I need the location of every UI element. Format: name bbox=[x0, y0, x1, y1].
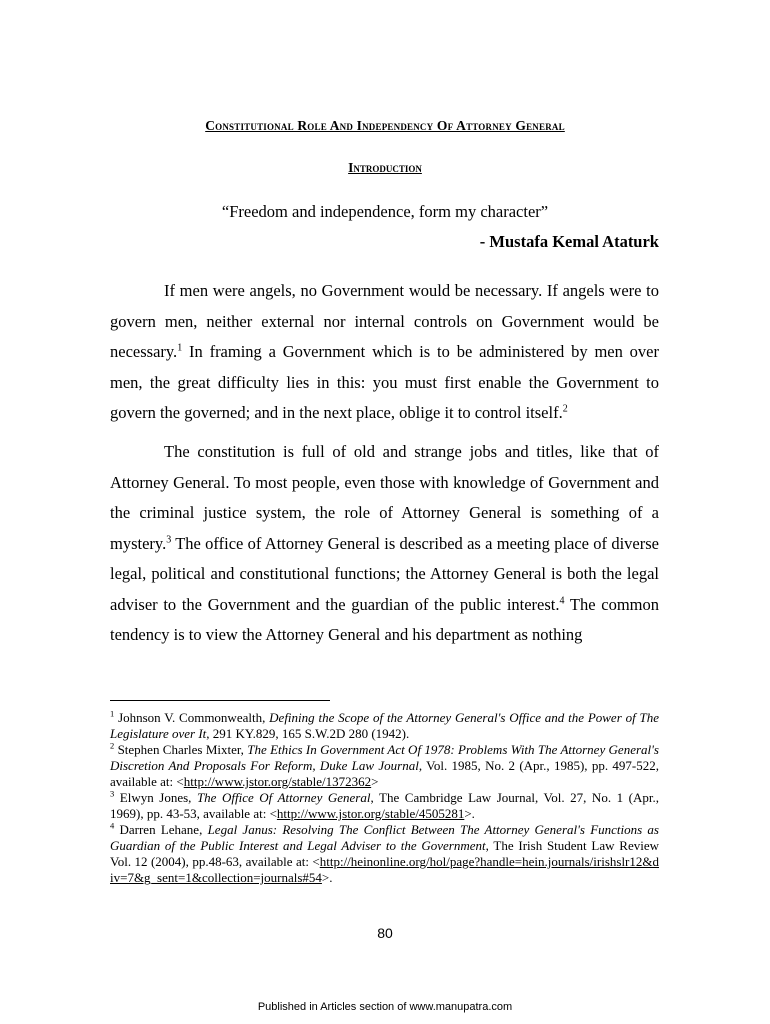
epigraph-attribution: - Mustafa Kemal Ataturk bbox=[479, 232, 659, 251]
footnote-text: Elwyn Jones, bbox=[114, 790, 197, 805]
footnote-text: , The Irish Student Law Review Vol. 12 (2004), pp.48-63, available at: < bbox=[110, 838, 659, 869]
footnote-citation-title: The Office Of Attorney General bbox=[196, 790, 371, 805]
footnote-text: >. bbox=[464, 806, 475, 821]
footnote-ref-4[interactable]: 4 bbox=[559, 595, 565, 606]
body-paragraph-1 bbox=[110, 276, 659, 429]
footnote-4 bbox=[110, 822, 659, 886]
footnotes bbox=[110, 710, 659, 886]
footnote-divider bbox=[110, 700, 330, 701]
footnote-2 bbox=[110, 742, 659, 790]
footnote-number: 1 bbox=[110, 708, 115, 719]
footnote-number: 4 bbox=[110, 820, 115, 831]
page-number: 80 bbox=[377, 925, 393, 941]
section-heading: Introduction bbox=[348, 160, 422, 175]
footnote-number: 2 bbox=[110, 740, 115, 751]
footnote-text: , The Cambridge Law Journal, Vol. 27, No. 1 (Apr., 1969), pp. 43-53, available at: < bbox=[110, 790, 659, 821]
footnote-citation-title: Defining the Scope of the Attorney General's Office and the Power of The Legislature over It bbox=[110, 710, 659, 741]
paragraph-text: The office of Attorney General is described as a meeting place of diverse legal, political and constitutional functions; the Attorney General is both the legal adviser to the Government and the guardian of the public interest. bbox=[110, 533, 659, 614]
paragraph-text: The constitution is full of old and strange jobs and titles, like that of Attorney General. To most people, even those with knowledge of Government and the criminal justice system, the role of Attorney General is something of a mystery. bbox=[110, 442, 659, 553]
footnote-text: Stephen Charles Mixter, bbox=[114, 742, 248, 757]
footnote-text: > bbox=[371, 774, 379, 789]
footnote-number: 3 bbox=[110, 788, 115, 799]
paragraph-text: In framing a Government which is to be administered by men over men, the great difficulty lies in this: you must first enable the Government to govern the governed; and in the next place, oblige it to control itself. bbox=[110, 342, 659, 422]
paragraph-text: The common tendency is to view the Attorney General and his department as nothing bbox=[110, 594, 659, 644]
epigraph-quote: “Freedom and independence, form my character” bbox=[221, 202, 549, 221]
footnote-text: Johnson V. Commonwealth, bbox=[114, 710, 270, 725]
paragraph-text: If men were angels, no Government would be necessary. If angels were to govern men, neither external nor internal controls on Government would be necessary. bbox=[110, 281, 659, 361]
footnote-text: Darren Lehane, bbox=[114, 822, 208, 837]
footnote-ref-2[interactable]: 2 bbox=[562, 403, 568, 415]
footnote-link[interactable]: http://heinonline.org/hol/page?handle=hein.journals/irishslr12&div=7&g_sent=1&collection=journals#54 bbox=[110, 854, 659, 885]
footnote-text: , Vol. 1985, No. 2 (Apr., 1985), pp. 497-522, available at: < bbox=[110, 758, 659, 789]
footnote-ref-3[interactable]: 3 bbox=[166, 534, 172, 545]
footnote-text: , 291 KY.829, 165 S.W.2D 280 (1942). bbox=[206, 726, 410, 741]
footnote-ref-1[interactable]: 1 bbox=[177, 342, 183, 354]
footnote-citation-title: The Ethics In Government Act Of 1978: Problems With The Attorney General's Discretion And Proposals For Reform, Duke Law Journal bbox=[110, 742, 659, 773]
body-paragraph-2 bbox=[110, 437, 659, 651]
footnote-link[interactable]: http://www.jstor.org/stable/1372362 bbox=[183, 774, 372, 789]
footnote-link[interactable]: http://www.jstor.org/stable/4505281 bbox=[276, 806, 465, 821]
footnote-1 bbox=[110, 710, 659, 742]
publisher-footer: Published in Articles section of www.manupatra.com bbox=[257, 1001, 513, 1013]
footnote-3 bbox=[110, 790, 659, 822]
footnote-text: >. bbox=[321, 870, 333, 885]
page-title: Constitutional Role And Independency Of Attorney General bbox=[205, 118, 565, 133]
footnote-citation-title: Legal Janus: Resolving The Conflict Between The Attorney General's Functions as Guardian of the Public Interest and Legal Adviser to the Government bbox=[110, 822, 659, 853]
